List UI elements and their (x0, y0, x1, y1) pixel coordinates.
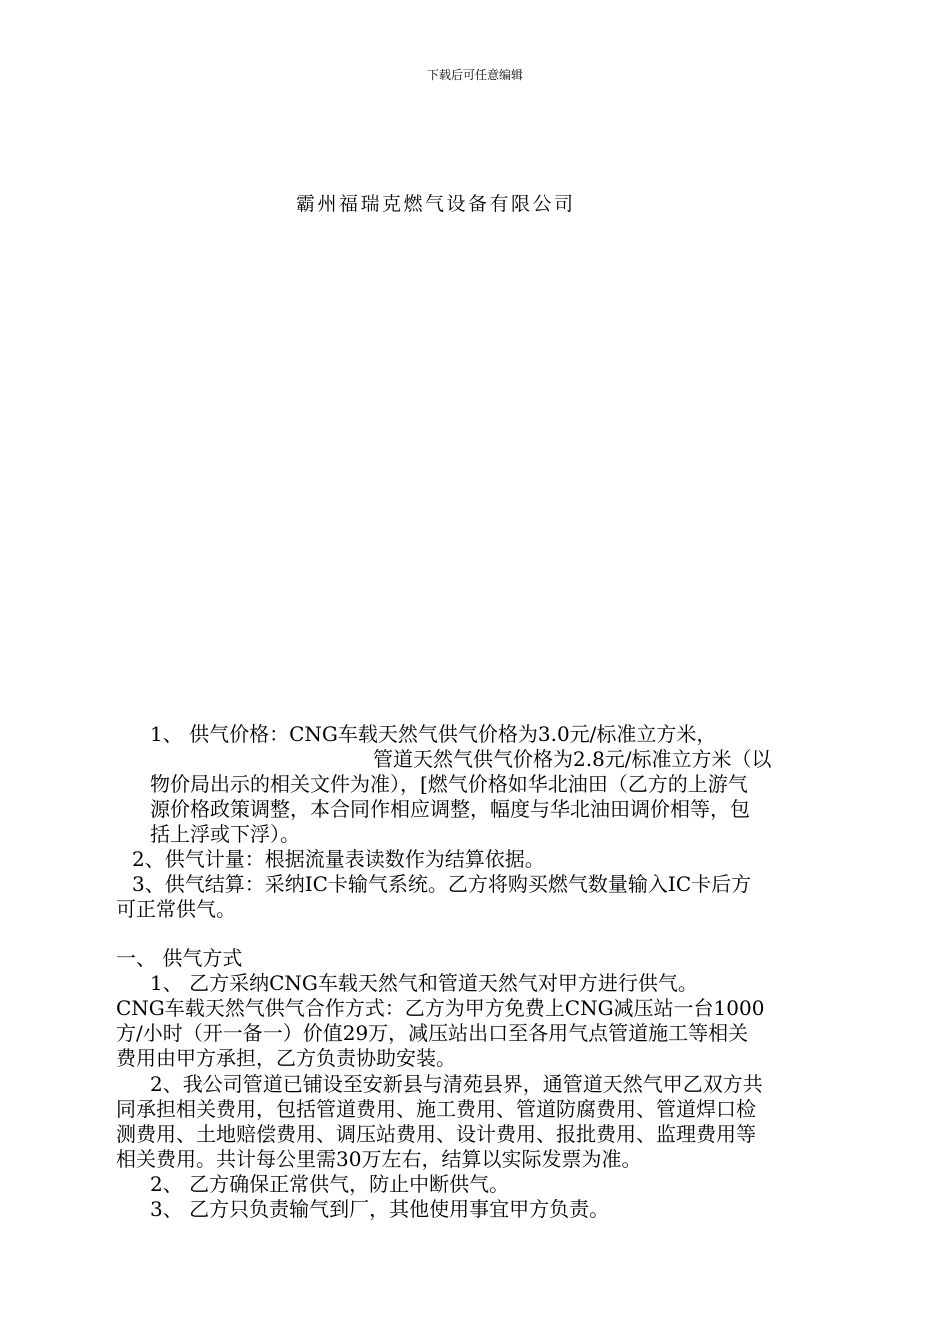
method-line-3: 方/小时（开一备一）价值29万，减压站出口至各用气点管道施工等相关 (116, 1021, 749, 1045)
method-line-6: 同承担相关费用，包括管道费用、施工费用、管道防腐费用、管道焊口检 (116, 1097, 756, 1121)
clause-price-line-2: 管道天然气供气价格为2.8元/标准立方米（以 (373, 747, 772, 771)
clause-price-line-1: 1、 供气价格：CNG车载天然气供气价格为3.0元/标准立方米， (150, 722, 717, 746)
company-name: 霸州福瑞克燃气设备有限公司 (296, 193, 576, 215)
clause-price-line-5: 括上浮或下浮）。 (150, 822, 300, 846)
method-line-8: 相关费用。共计每公里需30万左右，结算以实际发票为准。 (116, 1147, 642, 1171)
clause-price-line-4: 源价格政策调整，本合同作相应调整，幅度与华北油田调价相等，包 (150, 797, 750, 821)
clause-settlement-line-1: 3、供气结算：采纳IC卡输气系统。乙方将购买燃气数量输入IC卡后方 (132, 872, 752, 896)
method-line-7: 测费用、土地赔偿费用、调压站费用、设计费用、报批费用、监理费用等 (116, 1122, 756, 1146)
clause-price-line-3: 物价局出示的相关文件为准），[燃气价格如华北油田（乙方的上游气 (150, 772, 748, 796)
clause-metering-line: 2、供气计量：根据流量表读数作为结算依据。 (132, 847, 545, 871)
method-line-9: 2、 乙方确保正常供气，防止中断供气。 (150, 1172, 510, 1196)
method-line-10: 3、 乙方只负责输气到厂，其他使用事宜甲方负责。 (150, 1197, 610, 1221)
method-line-5: 2、我公司管道已铺设至安新县与清苑县界，通管道天然气甲乙双方共 (150, 1072, 763, 1096)
method-line-2: CNG车载天然气供气合作方式：乙方为甲方免费上CNG减压站一台1000 (116, 996, 765, 1020)
section-heading-supply-method: 一、 供气方式 (116, 946, 243, 970)
clause-settlement-line-2: 可正常供气。 (116, 897, 236, 921)
header-note: 下载后可任意编辑 (426, 68, 523, 82)
method-line-4: 费用由甲方承担，乙方负责协助安装。 (116, 1046, 456, 1070)
method-line-1: 1、 乙方采纳CNG车载天然气和管道天然气对甲方进行供气。 (150, 971, 698, 995)
